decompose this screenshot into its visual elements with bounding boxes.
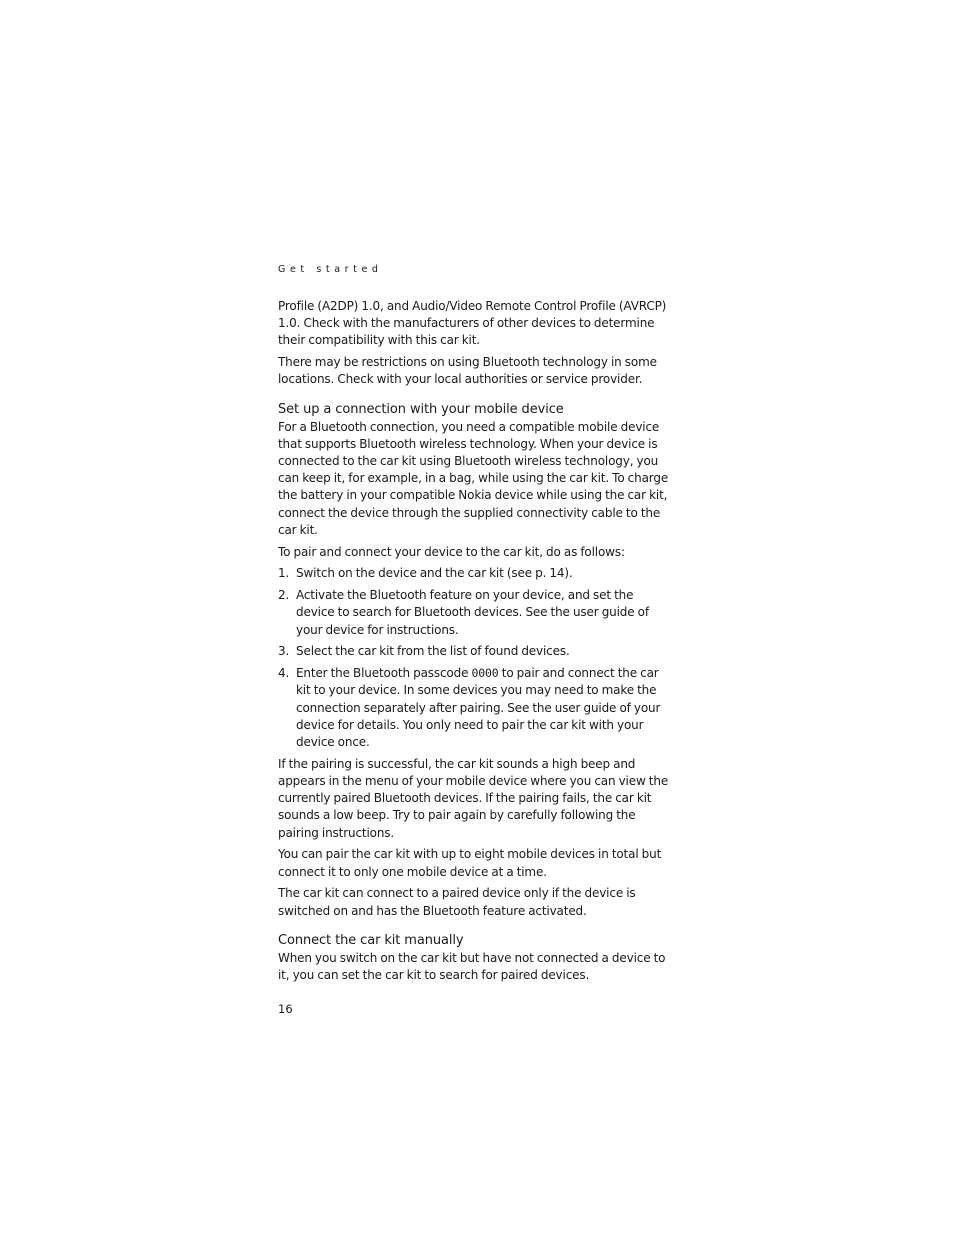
step-text: Switch on the device and the car kit (see p. 14). <box>296 566 573 581</box>
pairing-step-4 <box>278 665 670 751</box>
section-heading-connect-manually: Connect the car kit manually <box>278 932 464 948</box>
section-heading-setup-connection: Set up a connection with your mobile device <box>278 401 564 417</box>
setup-paragraph-2: To pair and connect your device to the car kit, do as follows: <box>278 544 625 559</box>
setup-paragraph-5: The car kit can connect to a paired device only if the device is switched on and has the Bluetooth feature activated. <box>278 886 636 918</box>
pairing-step-2 <box>278 587 670 639</box>
intro-paragraph-1: Profile (A2DP) 1.0, and Audio/Video Remote Control Profile (AVRCP) 1.0. Check with the manufacturers of other devices to determine their compatibility with this car kit. <box>278 299 667 348</box>
step-number: 2. <box>278 588 290 603</box>
step-text: Select the car kit from the list of found devices. <box>296 644 570 659</box>
page-number: 16 <box>278 1002 293 1017</box>
step-text-after: to pair and connect the car kit to your device. In some devices you may need to make the connection separately after pairing. See the user guide of your device for details. You only need to pair the car kit with your device once. <box>296 666 661 750</box>
step-number: 3. <box>278 644 290 659</box>
setup-paragraph-3: If the pairing is successful, the car kit sounds a high beep and appears in the menu of your mobile device where you can view the currently paired Bluetooth devices. If the pairing fails, the car kit sounds a low beep. Try to pair again by carefully following the pairing instructions. <box>278 756 669 840</box>
step-text-before: Enter the Bluetooth passcode <box>296 666 472 681</box>
pairing-steps-list <box>278 565 670 751</box>
setup-paragraph-1: For a Bluetooth connection, you need a compatible mobile device that supports Bluetooth wireless technology. When your device is connected to the car kit using Bluetooth wireless technology, you can keep it, for example, in a bag, while using the car kit. To charge the battery in your compatible Nokia device while using the car kit, connect the device through the supplied connectivity cable to the car kit. <box>278 419 669 537</box>
running-head: Get started <box>278 264 383 275</box>
step-number: 4. <box>278 666 290 681</box>
manual-page <box>278 263 670 1016</box>
pairing-step-3 <box>278 643 670 660</box>
step-number: 1. <box>278 566 290 581</box>
intro-paragraph-2: There may be restrictions on using Bluetooth technology in some locations. Check with your local authorities or service provider. <box>278 355 657 387</box>
passcode: 0000 <box>471 666 499 681</box>
step-text: Activate the Bluetooth feature on your device, and set the device to search for Bluetooth devices. See the user guide of your device for instructions. <box>296 588 649 637</box>
manual-paragraph-1: When you switch on the car kit but have not connected a device to it, you can set the car kit to search for paired devices. <box>278 950 666 983</box>
pairing-step-1 <box>278 565 670 582</box>
setup-paragraph-4: You can pair the car kit with up to eight mobile devices in total but connect it to only one mobile device at a time. <box>278 847 662 879</box>
